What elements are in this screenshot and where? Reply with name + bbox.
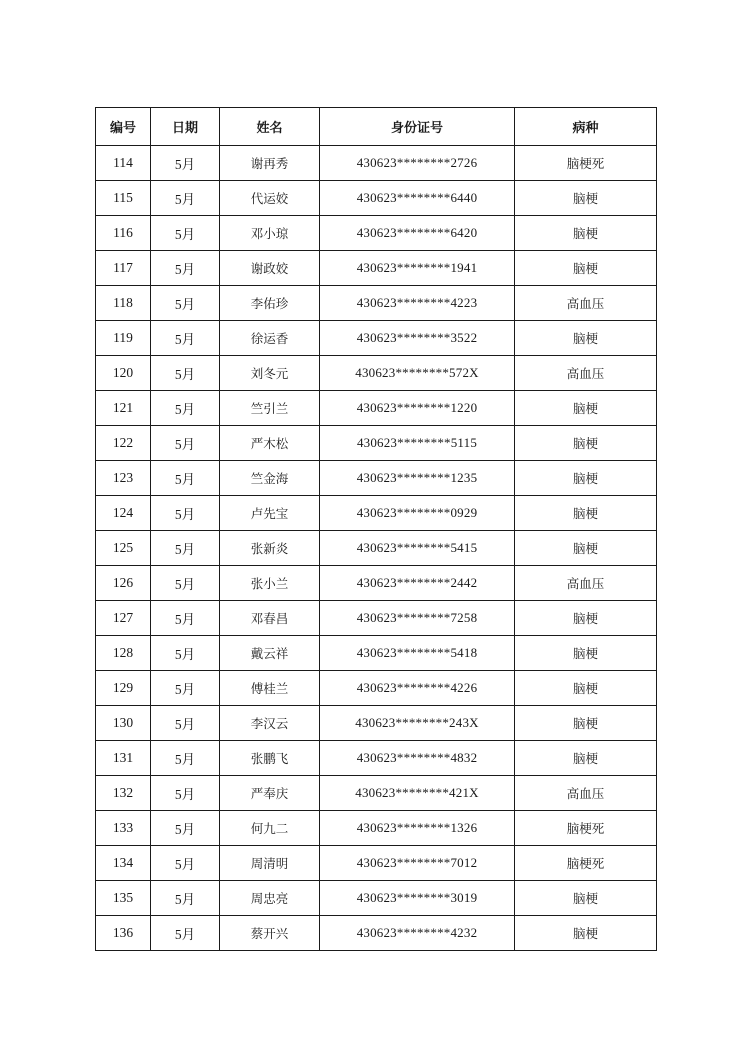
table-row xyxy=(96,881,657,916)
table-body xyxy=(96,146,657,951)
header-disease: 病种 xyxy=(515,108,657,146)
cell-disease: 脑梗 xyxy=(515,671,657,706)
cell-date: 5月 xyxy=(151,216,220,251)
cell-number: 127 xyxy=(96,601,151,636)
cell-name: 何九二 xyxy=(220,811,320,846)
cell-disease: 脑梗 xyxy=(515,881,657,916)
cell-number: 117 xyxy=(96,251,151,286)
cell-name: 竺金海 xyxy=(220,461,320,496)
cell-disease: 脑梗 xyxy=(515,426,657,461)
cell-number: 134 xyxy=(96,846,151,881)
header-name: 姓名 xyxy=(220,108,320,146)
cell-id-card: 430623********1220 xyxy=(320,391,515,426)
cell-disease: 脑梗 xyxy=(515,461,657,496)
cell-date: 5月 xyxy=(151,321,220,356)
cell-date: 5月 xyxy=(151,811,220,846)
cell-disease: 高血压 xyxy=(515,776,657,811)
cell-number: 122 xyxy=(96,426,151,461)
cell-name: 严木松 xyxy=(220,426,320,461)
table-row xyxy=(96,811,657,846)
cell-id-card: 430623********4223 xyxy=(320,286,515,321)
table-row xyxy=(96,846,657,881)
cell-name: 周清明 xyxy=(220,846,320,881)
table-row xyxy=(96,531,657,566)
cell-id-card: 430623********6440 xyxy=(320,181,515,216)
cell-date: 5月 xyxy=(151,671,220,706)
cell-date: 5月 xyxy=(151,706,220,741)
cell-name: 张鹏飞 xyxy=(220,741,320,776)
cell-disease: 高血压 xyxy=(515,286,657,321)
cell-date: 5月 xyxy=(151,636,220,671)
cell-date: 5月 xyxy=(151,181,220,216)
cell-date: 5月 xyxy=(151,531,220,566)
cell-disease: 脑梗 xyxy=(515,181,657,216)
cell-id-card: 430623********2726 xyxy=(320,146,515,181)
cell-disease: 脑梗死 xyxy=(515,811,657,846)
cell-name: 谢再秀 xyxy=(220,146,320,181)
cell-id-card: 430623********3019 xyxy=(320,881,515,916)
cell-date: 5月 xyxy=(151,426,220,461)
cell-name: 邓小琼 xyxy=(220,216,320,251)
cell-disease: 脑梗 xyxy=(515,391,657,426)
cell-name: 李佑珍 xyxy=(220,286,320,321)
cell-number: 121 xyxy=(96,391,151,426)
cell-number: 120 xyxy=(96,356,151,391)
cell-number: 119 xyxy=(96,321,151,356)
table-row xyxy=(96,566,657,601)
cell-number: 116 xyxy=(96,216,151,251)
cell-id-card: 430623********4832 xyxy=(320,741,515,776)
cell-disease: 脑梗 xyxy=(515,636,657,671)
cell-number: 131 xyxy=(96,741,151,776)
cell-id-card: 430623********6420 xyxy=(320,216,515,251)
cell-number: 115 xyxy=(96,181,151,216)
cell-disease: 脑梗 xyxy=(515,706,657,741)
table-row xyxy=(96,706,657,741)
cell-date: 5月 xyxy=(151,846,220,881)
cell-name: 刘冬元 xyxy=(220,356,320,391)
cell-date: 5月 xyxy=(151,356,220,391)
cell-date: 5月 xyxy=(151,776,220,811)
cell-disease: 脑梗 xyxy=(515,531,657,566)
cell-name: 徐运香 xyxy=(220,321,320,356)
cell-number: 123 xyxy=(96,461,151,496)
cell-name: 竺引兰 xyxy=(220,391,320,426)
cell-number: 126 xyxy=(96,566,151,601)
header-id-card: 身份证号 xyxy=(320,108,515,146)
cell-disease: 脑梗 xyxy=(515,741,657,776)
cell-number: 135 xyxy=(96,881,151,916)
header-number: 编号 xyxy=(96,108,151,146)
cell-disease: 高血压 xyxy=(515,356,657,391)
cell-number: 128 xyxy=(96,636,151,671)
cell-date: 5月 xyxy=(151,601,220,636)
cell-id-card: 430623********4226 xyxy=(320,671,515,706)
table-row xyxy=(96,146,657,181)
table-row xyxy=(96,251,657,286)
patient-table-container xyxy=(95,107,656,951)
cell-date: 5月 xyxy=(151,146,220,181)
table-row xyxy=(96,391,657,426)
cell-id-card: 430623********421X xyxy=(320,776,515,811)
cell-number: 114 xyxy=(96,146,151,181)
table-row xyxy=(96,601,657,636)
cell-id-card: 430623********2442 xyxy=(320,566,515,601)
cell-disease: 脑梗 xyxy=(515,601,657,636)
cell-number: 118 xyxy=(96,286,151,321)
cell-name: 邓春昌 xyxy=(220,601,320,636)
cell-id-card: 430623********1326 xyxy=(320,811,515,846)
cell-name: 张新炎 xyxy=(220,531,320,566)
cell-name: 周忠亮 xyxy=(220,881,320,916)
table-row xyxy=(96,776,657,811)
cell-disease: 高血压 xyxy=(515,566,657,601)
cell-date: 5月 xyxy=(151,461,220,496)
table-header-row xyxy=(96,108,657,146)
cell-name: 张小兰 xyxy=(220,566,320,601)
cell-date: 5月 xyxy=(151,741,220,776)
cell-number: 130 xyxy=(96,706,151,741)
cell-disease: 脑梗死 xyxy=(515,846,657,881)
header-date: 日期 xyxy=(151,108,220,146)
cell-id-card: 430623********1235 xyxy=(320,461,515,496)
cell-id-card: 430623********5115 xyxy=(320,426,515,461)
cell-disease: 脑梗 xyxy=(515,251,657,286)
cell-date: 5月 xyxy=(151,286,220,321)
cell-disease: 脑梗 xyxy=(515,216,657,251)
cell-id-card: 430623********3522 xyxy=(320,321,515,356)
patient-table xyxy=(95,107,657,951)
cell-id-card: 430623********4232 xyxy=(320,916,515,951)
table-row xyxy=(96,216,657,251)
cell-date: 5月 xyxy=(151,251,220,286)
table-row xyxy=(96,356,657,391)
table-row xyxy=(96,181,657,216)
cell-id-card: 430623********572X xyxy=(320,356,515,391)
cell-disease: 脑梗 xyxy=(515,916,657,951)
table-row xyxy=(96,671,657,706)
table-row xyxy=(96,286,657,321)
table-row xyxy=(96,426,657,461)
cell-id-card: 430623********5415 xyxy=(320,531,515,566)
cell-number: 129 xyxy=(96,671,151,706)
cell-id-card: 430623********243X xyxy=(320,706,515,741)
table-row xyxy=(96,496,657,531)
cell-id-card: 430623********7258 xyxy=(320,601,515,636)
cell-name: 傅桂兰 xyxy=(220,671,320,706)
cell-name: 戴云祥 xyxy=(220,636,320,671)
cell-disease: 脑梗死 xyxy=(515,146,657,181)
cell-disease: 脑梗 xyxy=(515,496,657,531)
cell-date: 5月 xyxy=(151,916,220,951)
cell-number: 125 xyxy=(96,531,151,566)
table-row xyxy=(96,741,657,776)
table-row xyxy=(96,916,657,951)
cell-number: 132 xyxy=(96,776,151,811)
cell-id-card: 430623********7012 xyxy=(320,846,515,881)
cell-name: 蔡开兴 xyxy=(220,916,320,951)
cell-name: 卢先宝 xyxy=(220,496,320,531)
cell-number: 124 xyxy=(96,496,151,531)
cell-name: 严奉庆 xyxy=(220,776,320,811)
cell-date: 5月 xyxy=(151,881,220,916)
cell-disease: 脑梗 xyxy=(515,321,657,356)
cell-id-card: 430623********0929 xyxy=(320,496,515,531)
cell-name: 代运姣 xyxy=(220,181,320,216)
table-row xyxy=(96,636,657,671)
cell-number: 133 xyxy=(96,811,151,846)
cell-date: 5月 xyxy=(151,391,220,426)
cell-id-card: 430623********5418 xyxy=(320,636,515,671)
cell-id-card: 430623********1941 xyxy=(320,251,515,286)
cell-date: 5月 xyxy=(151,496,220,531)
table-row xyxy=(96,461,657,496)
cell-date: 5月 xyxy=(151,566,220,601)
table-row xyxy=(96,321,657,356)
cell-name: 李汉云 xyxy=(220,706,320,741)
cell-name: 谢政姣 xyxy=(220,251,320,286)
cell-number: 136 xyxy=(96,916,151,951)
